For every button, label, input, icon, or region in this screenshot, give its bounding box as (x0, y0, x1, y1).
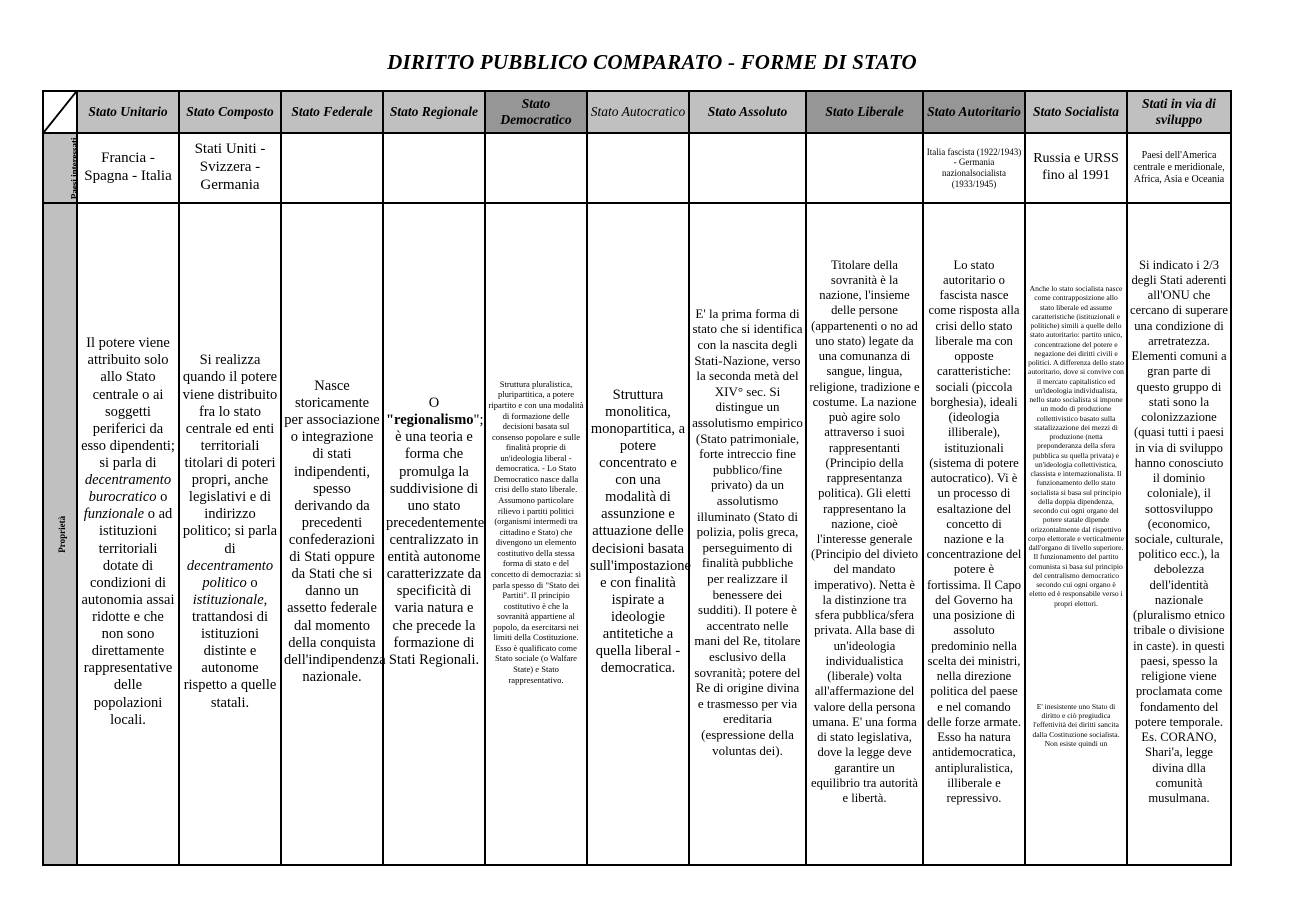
row-label-paesi: Paesi interessati (43, 133, 77, 203)
proprieta-composto (179, 203, 281, 865)
header-stati-in-via-di-sviluppo: Stati in via di sviluppo (1127, 91, 1231, 133)
proprieta-socialista-text: Anche lo stato socialista nasce come contrapposizione allo stato liberale ed assume caratteristiche (istituzionali e politiche) simili a quelle dello stato autoritario: partito unico, concentrazione del potere e negazione dei diritti civili e politici. A differenza dello stato autoritario, dove si convive con il mercato capitalistico ed un'ideologia individualista, nello stato socialista si impone un modo di produzione collettivistico basato sulla statalizzazione dei mezzi di produzione (netta preponderanza della sfera pubblica su quella privata) e un'ideologia collettivistica, classista e internazionalista. Il funzionamento dello stato socialista si basa sul principio della doppia dipendenza, secondo cui ogni organo del potere statale dipende orizzontalmente dal rispettivo corpo elettorale e verticalmente dall'organo di livello superiore. Il funzionamento del partito comunista si basa sul principio del centralismo democratico secondo cui ogni organo è eletto ed è responsabile verso i propri elettori. (1028, 284, 1124, 608)
comparison-table (42, 90, 1230, 847)
paesi-autoritario: Italia fascista (1922/1943) - Germania nazionalsocialista (1933/1945) (923, 133, 1025, 203)
proprieta-liberale-text: Titolare della sovranità è la nazione, l'insieme delle persone (appartenenti o no ad uno stato) legate da una comunanza di sangue, lingua, religione, tradizione e costume. La nazione può agire solo attraverso i suoi rappresentanti (Principio della rappresentanza politica). Gli eletti rappresentano la nazione, cioè l'interesse generale (Principio del divieto del mandato imperativo). Netta è la distinzione tra sfera pubblica/sfera privata. Alla base di un'ideologia individualistica (liberale) volta all'affermazione del valore della persona umana. E' una forma di stato legislativa, dove la legge deve garantire un equilibrio tra autorità e libertà. (809, 257, 920, 805)
proprieta-federale-text: Nasce storicamente per associazione o integrazione di stati indipendenti, spesso derivando da precedenti confederazioni di Stati oppure da Stati che si danno un assetto federale dal momento della conquista dell'indipendenza nazionale. (284, 378, 386, 685)
proprieta-federale (281, 203, 386, 865)
header-stato-socialista: Stato Socialista (1025, 91, 1127, 133)
paesi-socialista: Russia e URSS fino al 1991 (1025, 133, 1127, 203)
proprieta-regionale (383, 203, 485, 865)
paesi-assoluto (689, 133, 806, 203)
paesi-regionale (383, 133, 485, 203)
paesi-federale (281, 133, 383, 203)
proprieta-assoluto-text: E' la prima forma di stato che si identifica con la nascita degli Stati-Nazione, verso la seconda metà del XIV° sec. Si distingue un assolutismo empirico (Stato patrimoniale, forte intreccio fine pubblico/fine privato) da un assolutismo illuminato (Stato di polizia, polis greca, perseguimento di finalità pubbliche per realizzare il benessere dei sudditi). Il potere è accentrato nelle mani del Re, titolare esclusivo della sovranità; potere del Re di origine divina e trasmesso per via ereditaria (espressione della voluntas dei). (692, 305, 803, 758)
proprieta-regionale-text: O "regionalismo"; è una teoria e forma che promulga la suddivisione di uno stato precedentemente centralizzato in entità autonome caratterizzate da specificità di varia natura e che precede la formazione di Stati Regionali. (386, 395, 485, 668)
diagonal-divider-icon (44, 92, 76, 132)
row-label-proprieta: Proprietà (43, 203, 77, 865)
proprieta-socialista (1025, 203, 1127, 865)
header-stato-federale: Stato Federale (281, 91, 383, 133)
header-stato-unitario: Stato Unitario (77, 91, 179, 133)
proprieta-democratico (485, 203, 587, 865)
header-stato-autocratico: Stato Autocratico (587, 91, 689, 133)
proprieta-autoritario-text: Lo stato autoritario o fascista nasce come risposta alla crisi dello stato liberale ma con opposte caratteristiche: sociali (piccola borghesia), ideali (ideologia illiberale), istituzionali (sistema di potere autocratico). Vi è un processo di esaltazione del concetto di nazione e la concentrazione del potere è fortissima. Il Capo del Governo ha una posizione di assoluto predominio nella scelta dei ministri, nella direzione politica del paese e nel comando delle forze armate. Esso ha natura antidemocratica, antipluralistica, illiberale e repressivo. (926, 257, 1022, 805)
header-stato-autoritario: Stato Autoritario (923, 91, 1025, 133)
paesi-autocratico (587, 133, 689, 203)
paesi-unitario: Francia - Spagna - Italia (77, 133, 179, 203)
paesi-democratico (485, 133, 587, 203)
proprieta-composto-text: Si realizza quando il potere viene distribuito fra lo stato centrale ed enti territoriali titolari di poteri propri, anche legislativi e di indirizzo politico; si parla di decentramento politico o istituzionale, trattandosi di istituzioni distinte e autonome rispetto a quelle statali. (182, 352, 278, 711)
row-paesi-interessati (43, 133, 1231, 203)
header-row (43, 91, 1231, 133)
proprieta-autocratico-text: Struttura monolitica, monopartitica, a potere concentrato e con una modalità di assunzione e attuazione delle decisioni basata sull'impostazione e con finalità ispirate a ideologie antitetiche a quella liberal - democratica. (590, 386, 691, 677)
header-stato-liberale: Stato Liberale (806, 91, 923, 133)
proprieta-sviluppo-text: Si indicato i 2/3 degli Stati aderenti all'ONU che cercano di superare una condizione di arretratezza. Elementi comuni a gran parte di questo gruppo di stati sono la colonizzazione (quasi tutti i paesi in via di sviluppo hanno conosciuto il dominio coloniale), il sottosviluppo (economico, sociale, culturale, politico ecc.), la debolezza dell'identità nazionale (pluralismo etnico tribale o divisione in caste). in questi paesi, spesso la religione viene proclamata come fondamento del potere temporale. Es. CORANO, Shari'a, legge divina dlla comunità musulmana. (1130, 257, 1228, 805)
paesi-composto: Stati Uniti - Svizzera - Germania (179, 133, 281, 203)
header-stato-assoluto: Stato Assoluto (689, 91, 806, 133)
proprieta-autoritario (923, 203, 1025, 865)
proprieta-sviluppo (1127, 203, 1231, 865)
proprieta-assoluto (689, 203, 806, 865)
proprieta-autocratico (587, 203, 689, 865)
header-stato-composto: Stato Composto (179, 91, 281, 133)
paesi-sviluppo: Paesi dell'America centrale e meridionale, Africa, Asia e Oceania (1127, 133, 1231, 203)
corner-cell (43, 91, 77, 133)
row-proprieta (43, 203, 1231, 865)
page-title: DIRITTO PUBBLICO COMPARATO - FORME DI STATO (387, 50, 917, 74)
proprieta-unitario (77, 203, 179, 865)
header-stato-democratico: Stato Democratico (485, 91, 587, 133)
proprieta-unitario-text: Il potere viene attribuito solo allo Stato centrale o ai soggetti periferici da esso dipendenti; si parla di decentramento burocratico o funzionale o ad istituzioni territoriali dotate di condizioni di autonomia assai ridotte e che non sono direttamente rappresentative delle popolazioni locali. (81, 335, 175, 728)
paesi-liberale (806, 133, 923, 203)
proprieta-liberale (806, 203, 923, 865)
proprieta-socialista-note: E' inesistente uno Stato di diritto e ciò pregiudica l'effettività dei diritti sancita dalla Costituzione socialista. Non esiste quindi un (1032, 701, 1120, 748)
proprieta-democratico-text: Struttura pluralistica, pluripartitica, a potere ripartito e con una modalità di formazione delle decisioni basata sul consenso popolare e sulle finalità proprie di un'ideologia liberal - democratica. - Lo Stato Democratico nasce dalla crisi dello stato liberale. Assumono particolare rilievo i partiti politici (organismi intermedi tra cittadino e Stato) che divengono un elemento costitutivo della stessa forma di stato e del concetto di democrazia: si parla spesso di "Stato dei Partiti". Il principio costitutivo è che la sovranità appartiene al popolo, da esercitarsi nei limiti della Costituzione. Esso è qualificato come Stato sociale (o Walfare State) e Stato rappresentativo. (488, 378, 584, 685)
header-stato-regionale: Stato Regionale (383, 91, 485, 133)
